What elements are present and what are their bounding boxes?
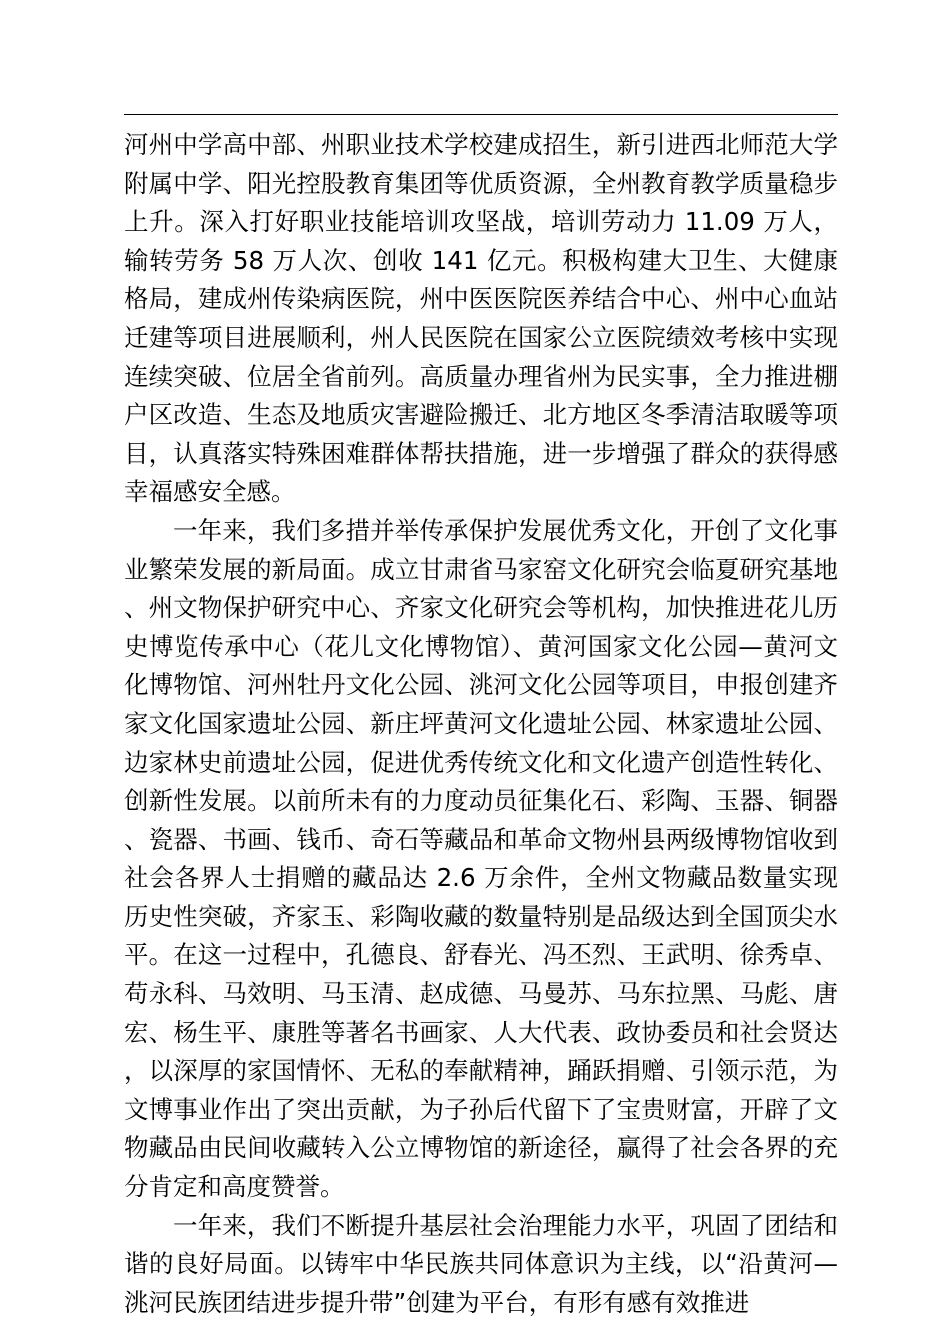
paragraph-education-health: 河州中学高中部、州职业技术学校建成招生，新引进西北师范大学附属中学、阳光控股教育集团等优质资源，全州教育教学质量稳步上升。深入打好职业技能培训攻坚战，培训劳动力 11.09 万人，输转劳务 58 万人次、创收 141 亿元。积极构建大卫生、大健康格局，建成州传染病医院，州中医医院医养结合中心、州中心血站迁建等项目进展顺利，州人民医院在国家公立医院绩效考核中实现连续突破、位居全省前列。高质量办理省州为民实事，全力推进棚户区改造、生态及地质灾害避险搬迁、北方地区冬季清洁取暖等项目，认真落实特殊困难群体帮扶措施，进一步增强了群众的获得感幸福感安全感。	[124, 130, 838, 507]
body-text	[124, 126, 838, 1322]
paragraph-governance: 一年来，我们不断提升基层社会治理能力水平，巩固了团结和谐的良好局面。以铸牢中华民族共同体意识为主线，以“沿黄河—洮河民族团结进步提升带”创建为平台，有形有感有效推进	[124, 1210, 838, 1317]
header-rule	[124, 114, 838, 115]
paragraph-culture: 一年来，我们多措并举传承保护发展优秀文化，开创了文化事业繁荣发展的新局面。成立甘肃省马家窑文化研究会临夏研究基地、州文物保护研究中心、齐家文化研究会等机构，加快推进花儿历史博览传承中心（花儿文化博物馆）、黄河国家文化公园—黄河文化博物馆、河州牡丹文化公园、洮河文化公园等项目，申报创建齐家文化国家遗址公园、新庄坪黄河文化遗址公园、林家遗址公园、边家林史前遗址公园，促进优秀传统文化和文化遗产创造性转化、创新性发展。以前所未有的力度动员征集化石、彩陶、玉器、铜器、瓷器、书画、钱币、奇石等藏品和革命文物州县两级博物馆收到社会各界人士捐赠的藏品达 2.6 万余件，全州文物藏品数量实现历史性突破，齐家玉、彩陶收藏的数量特别是品级达到全国顶尖水平。在这一过程中，孔德良、舒春光、冯丕烈、王武明、徐秀卓、苟永科、马效明、马玉清、赵成德、马曼苏、马东拉黑、马彪、唐宏、杨生平、康胜等著名书画家、人大代表、政协委员和社会贤达，以深厚的家国情怀、无私的奉献精神，踊跃捐赠、引领示范，为文博事业作出了突出贡献，为子孙后代留下了宝贵财富，开辟了文物藏品由民间收藏转入公立博物馆的新途径，赢得了社会各界的充分肯定和高度赞誉。	[124, 515, 838, 1202]
